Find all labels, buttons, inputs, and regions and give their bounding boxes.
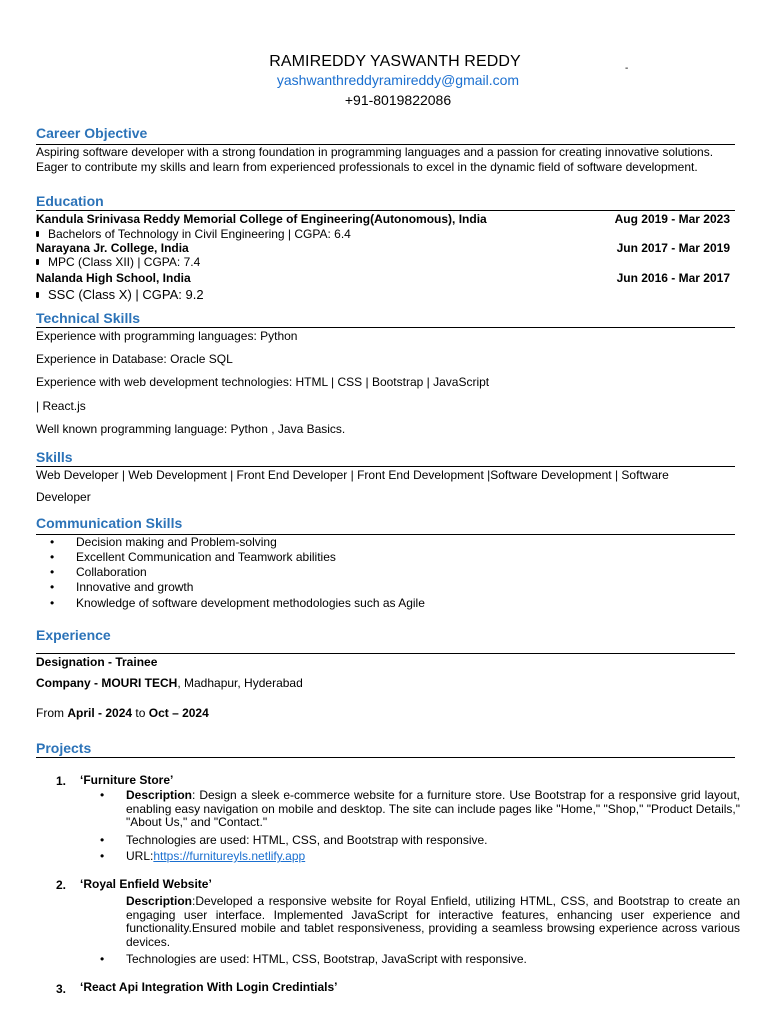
- communication-item: • Decision making and Problem-solving: [76, 535, 277, 550]
- section-title-education: Education: [36, 193, 104, 209]
- section-title-experience: Experience: [36, 627, 111, 643]
- section-title-technical-skills: Technical Skills: [36, 310, 141, 326]
- section-title-skills: Skills: [36, 449, 73, 465]
- experience-duration: From April - 2024 to Oct – 2024: [36, 706, 209, 720]
- email-link[interactable]: yashwanthreddyramireddy@gmail.com: [276, 72, 520, 88]
- section-title-projects: Projects: [36, 740, 92, 756]
- bullet-icon: [36, 292, 39, 298]
- communication-item: • Excellent Communication and Teamwork abilities: [76, 550, 336, 565]
- section-title-career: Career Objective: [36, 125, 148, 141]
- candidate-name: RAMIREDDY YASWANTH REDDY: [269, 53, 521, 70]
- bullet-icon: [36, 231, 39, 237]
- education-school: Narayana Jr. College, India: [36, 241, 189, 255]
- project-url-link[interactable]: https://furnitureyls.netlify.app: [153, 849, 306, 863]
- section-divider: [36, 210, 735, 211]
- project-number: 3.: [56, 982, 67, 996]
- stray-mark: -: [625, 63, 629, 74]
- project-title: ‘Furniture Store’: [80, 773, 174, 787]
- education-dates: Aug 2019 - Mar 2023: [614, 212, 730, 226]
- skills-line: Developer: [36, 490, 91, 504]
- education-dates: Jun 2016 - Mar 2017: [616, 271, 730, 285]
- education-school: Nalanda High School, India: [36, 271, 191, 285]
- project-number: 2.: [56, 878, 67, 892]
- technical-skill-line: Well known programming language: Python , Java Basics.: [36, 422, 346, 436]
- project-technologies: • Technologies are used: HTML, CSS, Bootstrap, JavaScript with responsive.: [126, 952, 527, 967]
- section-divider: [36, 466, 735, 467]
- education-detail: Bachelors of Technology in Civil Engineering | CGPA: 6.4: [36, 227, 351, 241]
- technical-skill-line: | React.js: [36, 399, 86, 413]
- communication-item: • Collaboration: [76, 565, 147, 580]
- project-technologies: • Technologies are used: HTML, CSS, and Bootstrap with responsive.: [126, 833, 488, 848]
- section-divider: [36, 327, 735, 328]
- education-detail: SSC (Class X) | CGPA: 9.2: [36, 287, 204, 302]
- phone-number: +91-8019822086: [344, 92, 452, 108]
- project-description: Description:Developed a responsive website for Royal Enfield, utilizing HTML, CSS, and Bootstrap to create an engaging user interface. Implemented JavaScript for interactive features, enhancing user experience and functionality.Ensured mobile and tablet responsiveness, providing a seamless browsing experience across various devices.: [126, 894, 740, 949]
- technical-skill-line: Experience with programming languages: Python: [36, 329, 298, 343]
- education-school: Kandula Srinivasa Reddy Memorial College of Engineering(Autonomous), India: [36, 212, 487, 226]
- communication-item: • Innovative and growth: [76, 580, 193, 595]
- bullet-icon: [36, 259, 39, 265]
- technical-skill-line: Experience in Database: Oracle SQL: [36, 352, 233, 366]
- project-url: • URL:https://furnitureyls.netlify.app: [126, 849, 305, 864]
- project-title: ‘Royal Enfield Website’: [80, 877, 212, 891]
- education-dates: Jun 2017 - Mar 2019: [616, 241, 730, 255]
- skills-line: Web Developer | Web Development | Front End Developer | Front End Development |Software Development | Software: [36, 468, 669, 482]
- section-title-communication: Communication Skills: [36, 515, 183, 531]
- communication-item: • Knowledge of software development methodologies such as Agile: [76, 596, 425, 611]
- section-divider: [36, 757, 735, 758]
- project-title: ‘React Api Integration With Login Credintials’: [80, 980, 338, 994]
- project-number: 1.: [56, 774, 67, 788]
- section-divider: [36, 653, 735, 654]
- project-description: • Description: Design a sleek e-commerce website for a furniture store. Use Bootstrap for a responsive grid layout, enabling easy navigation on mobile and desktop. The site can include pages like "Home," "Shop," "Product Details," "About Us," and "Contact.": [126, 789, 740, 830]
- education-detail: MPC (Class XII) | CGPA: 7.4: [36, 255, 200, 269]
- experience-company: Company - MOURI TECH, Madhapur, Hyderabad: [36, 676, 303, 690]
- experience-designation: Designation - Trainee: [36, 655, 158, 669]
- career-objective-text: Aspiring software developer with a strong foundation in programming languages and a passion for creating innovative solutions. Eager to contribute my skills and learn from experienced professionals to excel in the dynamic field of software development.: [36, 145, 714, 174]
- technical-skill-line: Experience with web development technologies: HTML | CSS | Bootstrap | JavaScript: [36, 375, 490, 389]
